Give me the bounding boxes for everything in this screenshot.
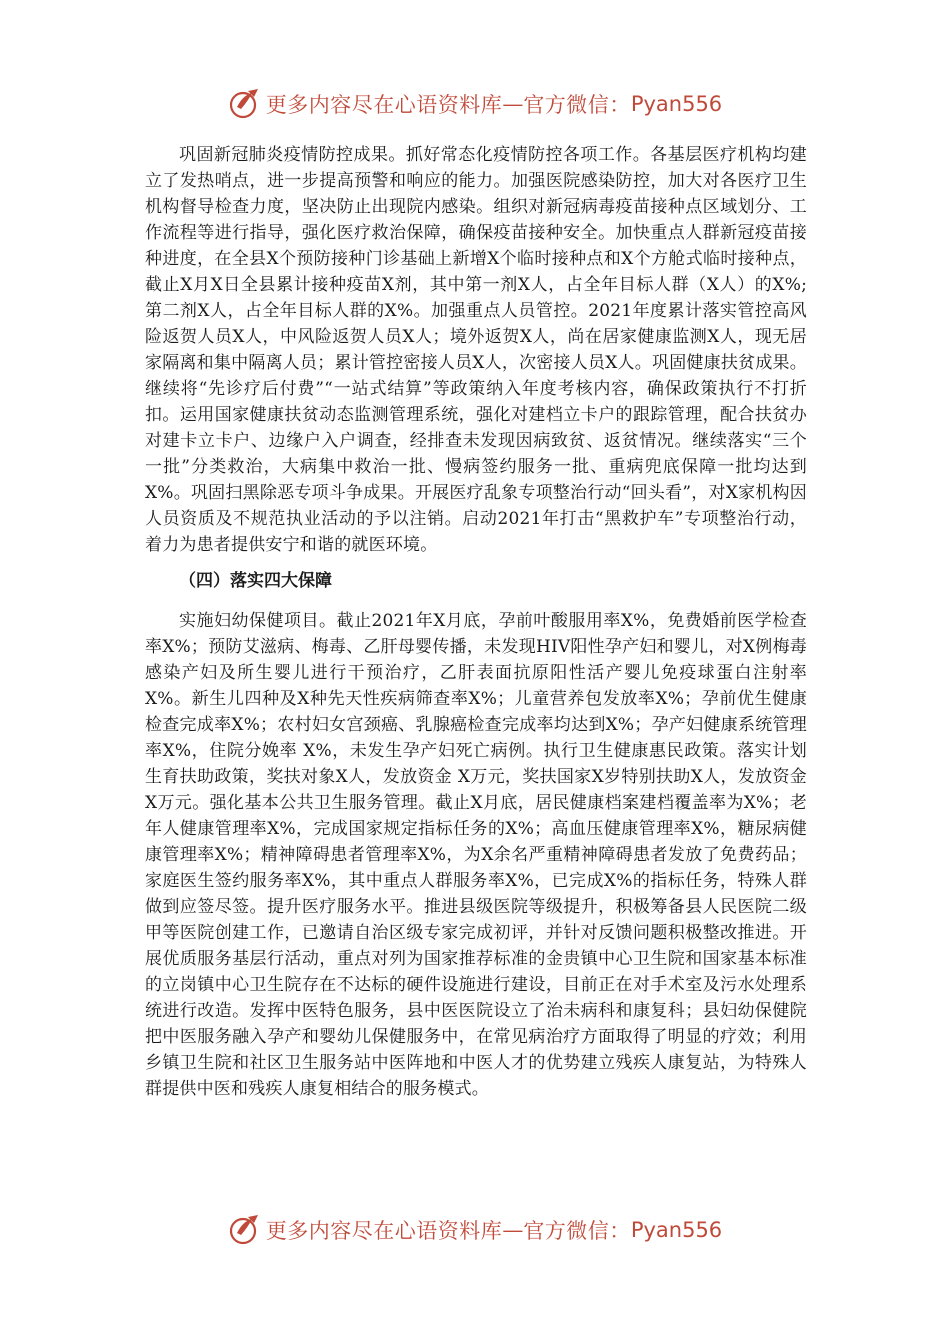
section-heading: （四）落实四大保障 xyxy=(179,571,332,591)
paragraph-covid-control: 巩固新冠肺炎疫情防控成果。抓好常态化疫情防控各项工作。各基层医疗机构均建立了发热哨点，进一步提高预警和响应的能力。加强医院感染防控，加大对各医疗卫生机构督导检查力度，坚决防止出现院内感染。组织对新冠病毒疫苗接种点区域划分、工作流程等进行指导，强化医疗救治保障，确保疫苗接种安全。加快重点人群新冠疫苗接种进度，在全县X个预防接种门诊基础上新增X个临时接种点和X个方舱式临时接种点，截止X月X日全县累计接种疫苗X剂，其中第一剂X人，占全年目标人群（X人）的X%;第二剂X人，占全年目标人群的X%。加强重点人员管控。2021年度累计落实管控高风险返贺人员X人，中风险返贺人员X人；境外返贺X人，尚在居家健康监测X人，现无居家隔离和集中隔离人员；累计管控密接人员X人，次密接人员X人。巩固健康扶贫成果。继续将“先诊疗后付费”“一站式结算”等政策纳入年度考核内容，确保政策执行不打折扣。运用国家健康扶贫动态监测管理系统，强化对建档立卡户的跟踪管理，配合扶贫办对建卡立卡户、边缘户入户调查，经排查未发现因病致贫、返贫情况。继续落实“三个一批”分类救治，大病集中救治一批、慢病签约服务一批、重病兜底保障一批均达到X%。巩固扫黑除恶专项斗争成果。开展医疗乱象专项整治行动“回头看”，对X家机构因人员资质及不规范执业活动的予以注销。启动2021年打击“黑救护车”专项整治行动，着力为患者提供安宁和谐的就医环境。 xyxy=(145,145,807,555)
banner-wechat-label: 官方微信： xyxy=(523,93,631,117)
banner-separator: — xyxy=(502,1218,524,1242)
header-banner xyxy=(0,84,950,124)
banner-text: 更多内容尽在心语资料库 xyxy=(265,1219,503,1243)
banner-wechat-id: Pyan556 xyxy=(630,1218,723,1242)
banner-wechat-id: Pyan556 xyxy=(630,92,723,116)
brand-logo-icon xyxy=(228,87,262,121)
footer-banner xyxy=(0,1210,950,1250)
banner-text: 更多内容尽在心语资料库 xyxy=(265,93,503,117)
paragraph-four-guarantees: 实施妇幼保健项目。截止2021年X月底，孕前叶酸服用率X%，免费婚前医学检查率X%；预防艾滋病、梅毒、乙肝母婴传播，未发现HIV阳性孕产妇和婴儿，对X例梅毒感染产妇及所生婴儿进行干预治疗，乙肝表面抗原阳性活产婴儿免疫球蛋白注射率X%。新生儿四种及X种先天性疾病筛查率X%；儿童营养包发放率X%；孕前优生健康检查完成率X%；农村妇女宫颈癌、乳腺癌检查完成率均达到X%；孕产妇健康系统管理率X%，住院分娩率 X%，未发生孕产妇死亡病例。执行卫生健康惠民政策。落实计划生育扶助政策，奖扶对象X人，发放资金 X万元，奖扶国家X岁特别扶助X人，发放资金X万元。强化基本公共卫生服务管理。截止X月底，居民健康档案建档覆盖率为X%；老年人健康管理率X%，完成国家规定指标任务的X%；高血压健康管理率X%，糖尿病健康管理率X%；精神障碍患者管理率X%，为X余名严重精神障碍患者发放了免费药品；家庭医生签约服务率X%，其中重点人群服务率X%，已完成X%的指标任务，特殊人群做到应签尽签。提升医疗服务水平。推进县级医院等级提升，积极筹备县人民医院二级甲等医院创建工作，已邀请自治区级专家完成初评，并针对反馈问题积极整改推进。开展优质服务基层行活动，重点对列为国家推荐标准的金贵镇中心卫生院和国家基本标准的立岗镇中心卫生院存在不达标的硬件设施进行建设，目前正在对手术室及污水处理系统进行改造。发挥中医特色服务，县中医医院设立了治未病科和康复科；县妇幼保健院把中医服务融入孕产和婴幼儿保健服务中，在常见病治疗方面取得了明显的疗效；利用乡镇卫生院和社区卫生服务站中医阵地和中医人才的优势建立残疾人康复站，为特殊人群提供中医和残疾人康复相结合的服务模式。 xyxy=(145,611,807,1099)
banner-separator: — xyxy=(502,92,524,116)
document-body xyxy=(145,142,807,1102)
banner-wechat-label: 官方微信： xyxy=(523,1219,631,1243)
brand-logo-icon xyxy=(228,1213,262,1247)
